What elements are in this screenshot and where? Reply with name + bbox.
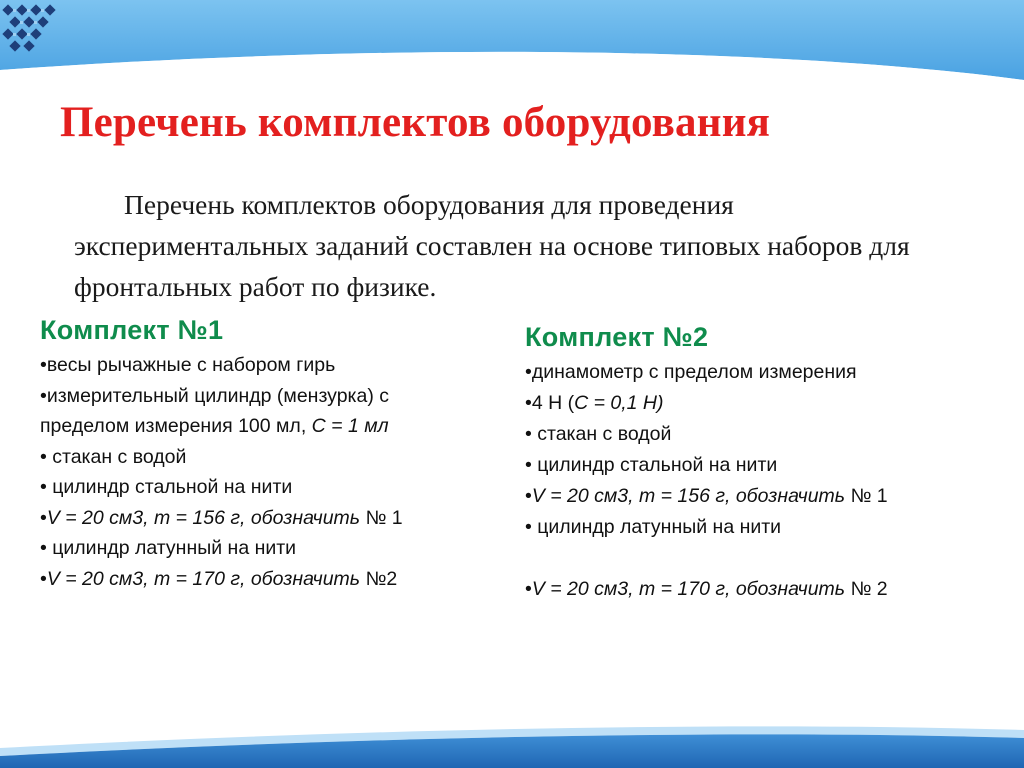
- list-item: пределом измерения 100 мл, С = 1 мл: [40, 415, 389, 437]
- bottom-band: [0, 734, 1024, 768]
- list-item: •V = 20 см3, m = 156 г, обозначить № 1: [525, 485, 888, 507]
- list-item: • цилиндр стальной на нити: [525, 454, 778, 476]
- list-item: •V = 20 см3, m = 170 г, обозначить № 2: [525, 578, 888, 600]
- kit-1-title: Комплект №1: [40, 315, 224, 345]
- kit-1: [40, 312, 500, 594]
- kit-2: [525, 319, 995, 605]
- list-item: • цилиндр стальной на нити: [40, 476, 293, 498]
- kit-1-list: [40, 350, 500, 594]
- list-item: • цилиндр латунный на нити: [525, 516, 782, 538]
- slide-title: Перечень комплектов оборудования: [60, 99, 771, 146]
- list-spacer: [525, 543, 995, 574]
- list-item: •динамометр с пределом измерения: [525, 361, 857, 383]
- list-item: • цилиндр латунный на нити: [40, 537, 297, 559]
- list-item: • стакан с водой: [525, 423, 672, 445]
- list-item: •весы рычажные с набором гирь: [40, 354, 336, 376]
- list-item: •измерительный цилиндр (мензурка) с: [40, 384, 390, 407]
- list-item: •4 Н (С = 0,1 Н): [525, 392, 664, 414]
- list-item: •V = 20 см3, m = 170 г, обозначить №2: [40, 567, 398, 590]
- list-item: • стакан с водой: [40, 445, 187, 468]
- logo-icon: [0, 0, 66, 62]
- intro-paragraph: [74, 184, 934, 307]
- list-item: •V = 20 см3, m = 156 г, обозначить № 1: [40, 506, 403, 529]
- intro-text: Перечень комплектов оборудования для проведения экспериментальных заданий составлен на основе типовых наборов для фронтальных работ по физике.: [74, 189, 910, 302]
- kit-2-title: Комплект №2: [525, 322, 709, 352]
- kit-2-list: [525, 357, 995, 605]
